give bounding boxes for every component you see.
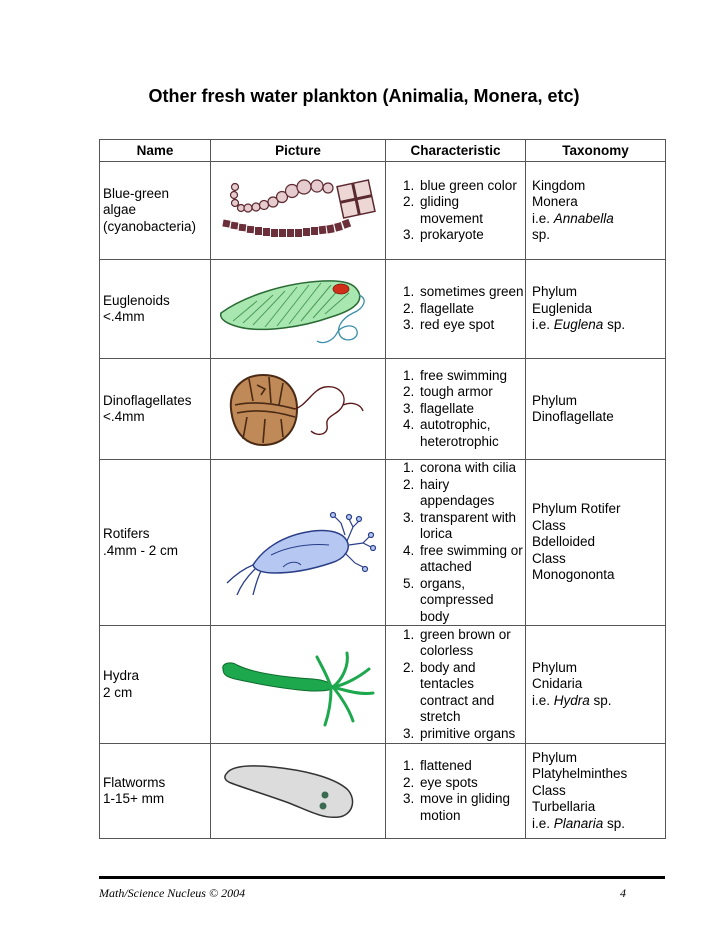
picture-cell	[211, 260, 386, 359]
taxonomy-text: Phylum	[532, 284, 578, 300]
column-header-taxonomy: Taxonomy	[526, 140, 666, 162]
organism-name	[100, 626, 211, 744]
characteristic-item: 1. corona with cilia	[418, 460, 525, 477]
taxonomy-text: i.e.	[532, 692, 554, 708]
taxonomy-text: i.e.	[532, 210, 554, 226]
taxonomy-text: Turbellaria	[532, 799, 596, 815]
characteristic-item: 3. transparent with lorica	[418, 510, 525, 543]
characteristics-list	[386, 368, 525, 451]
taxonomy-cell	[526, 162, 666, 260]
taxonomy-line	[532, 750, 659, 767]
taxonomy-line	[532, 799, 659, 816]
characteristic-item: 2. body and tentacles contract and stretch	[418, 660, 525, 726]
characteristics-cell	[386, 260, 526, 359]
euglena-drawing	[213, 269, 383, 349]
characteristic-item: 1. flattened	[418, 758, 525, 775]
characteristic-item: 3. flagellate	[418, 401, 525, 418]
characteristics-list	[386, 178, 525, 244]
taxonomy-line	[532, 317, 659, 334]
organism-name-line: 1-15+ mm	[103, 791, 165, 806]
taxonomy-text: sp.	[603, 317, 626, 333]
taxonomy-text: Class	[532, 517, 566, 533]
characteristics-list	[386, 758, 525, 824]
taxonomy-line	[532, 211, 659, 228]
organism-name-line: .4mm - 2 cm	[103, 542, 179, 558]
organism-name-line: algae	[103, 202, 137, 218]
hydra-drawing	[213, 635, 383, 735]
organism-name	[100, 359, 211, 460]
organism-name-line: 2 cm	[103, 684, 133, 700]
table-row	[100, 626, 666, 744]
organism-name-line: <.4mm	[103, 409, 145, 424]
characteristic-item: 3. prokaryote	[418, 227, 525, 244]
footer-rule	[99, 876, 665, 879]
characteristic-item: 1. blue green color	[418, 178, 525, 195]
characteristic-item: 4. free swimming or attached	[418, 543, 525, 576]
taxonomy-line	[532, 766, 659, 783]
taxonomy-text: i.e.	[532, 815, 554, 831]
taxonomy-cell	[526, 626, 666, 744]
taxonomy-text: sp.	[589, 692, 612, 708]
picture-cell	[211, 359, 386, 460]
characteristic-item: 3. primitive organs	[418, 726, 525, 743]
footer-copyright: Math/Science Nucleus © 2004	[99, 886, 246, 900]
organism-name-line: Euglenoids	[103, 292, 170, 308]
taxonomy-text: Platyhelminthes	[532, 766, 628, 782]
taxonomy-text: Euglenida	[532, 300, 593, 316]
characteristics-cell	[386, 744, 526, 839]
taxonomy-line	[532, 227, 659, 244]
taxonomy-cell	[526, 460, 666, 626]
organism-name-line: Flatworms	[103, 774, 166, 790]
taxonomy-line	[532, 194, 659, 211]
taxonomy-cell	[526, 744, 666, 839]
taxonomy-line	[532, 693, 659, 710]
organism-name-line: Hydra	[103, 668, 140, 683]
picture-cell	[211, 162, 386, 260]
characteristics-cell	[386, 626, 526, 744]
taxonomy-line	[532, 301, 659, 318]
flatworm-drawing	[213, 753, 383, 829]
characteristic-item: 3. red eye spot	[418, 317, 525, 334]
taxonomy-cell	[526, 260, 666, 359]
taxonomy-text: Phylum	[532, 659, 578, 675]
blue-green-algae-drawing	[213, 175, 383, 247]
organism-name	[100, 744, 211, 839]
table-row	[100, 744, 666, 839]
dinoflagellate-drawing	[213, 365, 383, 453]
organism-name-line: Rotifers	[103, 526, 150, 541]
taxonomy-genus: Planaria	[553, 815, 604, 831]
taxonomy-line	[532, 660, 659, 677]
taxonomy-genus: Annabella	[553, 210, 614, 226]
characteristic-item: 4. autotrophic, heterotrophic	[418, 417, 525, 450]
taxonomy-line	[532, 501, 659, 518]
characteristic-item: 3. move in gliding motion	[418, 791, 525, 824]
table-header-row	[100, 140, 666, 162]
page-title: Other fresh water plankton (Animalia, Monera, etc)	[148, 86, 580, 106]
characteristics-list	[386, 460, 525, 625]
taxonomy-line	[532, 551, 659, 568]
taxonomy-text: Monogononta	[532, 567, 615, 583]
taxonomy-text: i.e.	[532, 317, 554, 333]
organism-name-line: (cyanobacteria)	[103, 218, 197, 234]
organism-name	[100, 162, 211, 260]
characteristics-cell	[386, 359, 526, 460]
column-header-name: Name	[100, 140, 211, 162]
table-row	[100, 460, 666, 626]
organism-name-line: Dinoflagellates	[103, 392, 192, 408]
taxonomy-line	[532, 783, 659, 800]
characteristics-cell	[386, 460, 526, 626]
taxonomy-text: Phylum	[532, 392, 578, 408]
picture-cell	[211, 460, 386, 626]
characteristic-item: 2. gliding movement	[418, 194, 525, 227]
taxonomy-line	[532, 393, 659, 410]
taxonomy-text: sp.	[532, 227, 551, 242]
taxonomy-line	[532, 676, 659, 693]
taxonomy-line	[532, 567, 659, 584]
taxonomy-line	[532, 534, 659, 551]
characteristics-cell	[386, 162, 526, 260]
characteristic-item: 1. free swimming	[418, 368, 525, 385]
characteristics-list	[386, 284, 525, 334]
plankton-table	[99, 139, 666, 839]
taxonomy-text: Phylum Rotifer	[532, 501, 621, 517]
characteristic-item: 2. eye spots	[418, 775, 525, 792]
characteristic-item: 2. hairy appendages	[418, 477, 525, 510]
characteristic-item: 1. sometimes green	[418, 284, 525, 301]
taxonomy-text: Class	[532, 782, 566, 798]
organism-name-line: <.4mm	[103, 309, 145, 324]
taxonomy-text: Phylum	[532, 749, 578, 765]
rotifer-drawing	[213, 483, 383, 603]
table-row	[100, 162, 666, 260]
characteristic-item: 5. organs, compressed body	[418, 576, 525, 626]
taxonomy-line	[532, 178, 659, 195]
organism-name-line: Blue-green	[103, 185, 170, 201]
organism-name	[100, 260, 211, 359]
taxonomy-text: Cnidaria	[532, 676, 583, 692]
taxonomy-line	[532, 816, 659, 833]
taxonomy-text: Class	[532, 550, 566, 566]
picture-cell	[211, 626, 386, 744]
characteristic-item: 2. tough armor	[418, 384, 525, 401]
organism-name	[100, 460, 211, 626]
characteristics-list	[386, 627, 525, 743]
column-header-picture: Picture	[211, 140, 386, 162]
characteristic-item: 2. flagellate	[418, 301, 525, 318]
characteristic-item: 1. green brown or colorless	[418, 627, 525, 660]
taxonomy-text: Monera	[532, 194, 578, 209]
taxonomy-genus: Euglena	[553, 317, 604, 333]
taxonomy-text: Dinoflagellate	[532, 409, 614, 424]
taxonomy-text: Kingdom	[532, 177, 586, 193]
taxonomy-line	[532, 409, 659, 426]
table-row	[100, 359, 666, 460]
picture-cell	[211, 744, 386, 839]
table-row	[100, 260, 666, 359]
taxonomy-line	[532, 518, 659, 535]
taxonomy-text: sp.	[603, 815, 626, 831]
taxonomy-cell	[526, 359, 666, 460]
taxonomy-text: Bdelloided	[532, 534, 596, 550]
taxonomy-line	[532, 284, 659, 301]
page-number: 4	[620, 886, 626, 900]
taxonomy-genus: Hydra	[553, 692, 590, 708]
column-header-characteristic: Characteristic	[386, 140, 526, 162]
